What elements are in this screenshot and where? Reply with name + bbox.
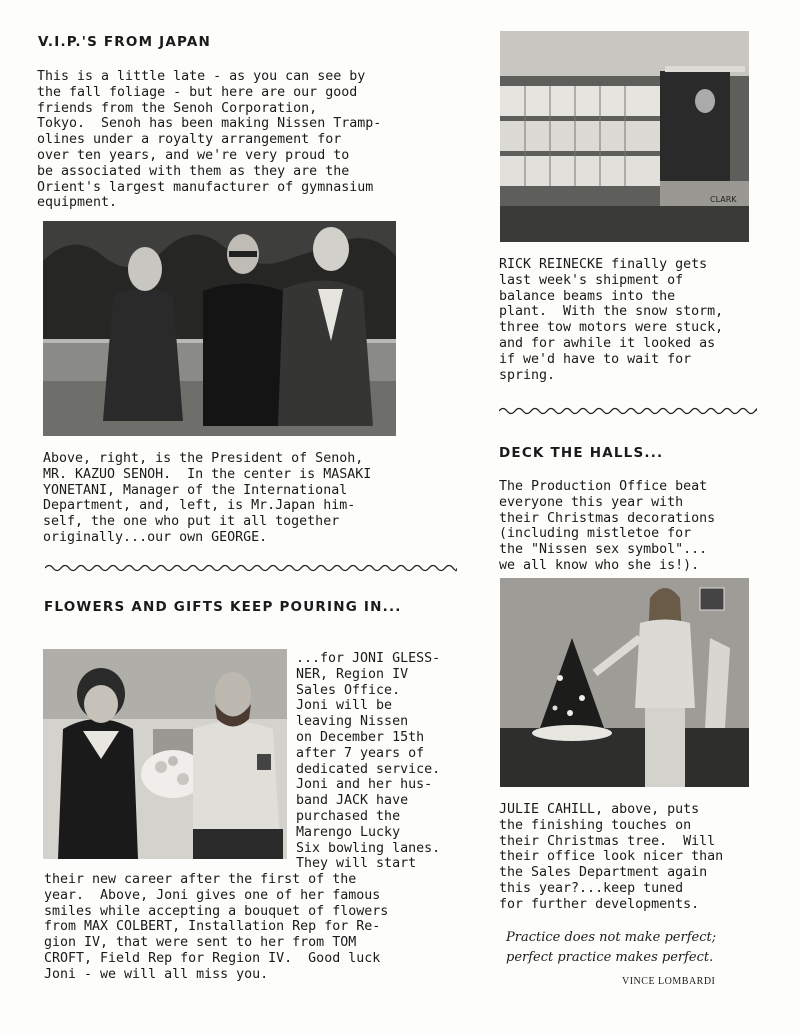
flowers-side-text bbox=[296, 651, 440, 872]
text-line: last week's shipment of bbox=[499, 272, 684, 288]
text-line: RICK REINECKE finally gets bbox=[499, 257, 708, 272]
text-line: their Christmas decorations bbox=[499, 510, 716, 526]
text-line: dedicated service. bbox=[296, 761, 441, 777]
text-line: band JACK have bbox=[296, 793, 409, 809]
text-line: for further developments. bbox=[499, 896, 700, 912]
vip-body bbox=[37, 69, 381, 211]
text-line: three tow motors were stuck, bbox=[499, 320, 724, 336]
text-line: leaving Nissen bbox=[296, 714, 409, 730]
text-line: be associated with them as they are the bbox=[37, 163, 350, 179]
text-line: the fall foliage - but here are our good bbox=[37, 84, 358, 100]
text-line: friends from the Senoh Corporation, bbox=[37, 100, 318, 116]
text-line: Six bowling lanes. bbox=[296, 840, 441, 856]
text-line: if we'd have to wait for bbox=[499, 351, 692, 367]
lombardi-quote bbox=[506, 928, 716, 968]
text-line: Orient's largest manufacturer of gymnasium bbox=[37, 179, 374, 195]
quote-line: Practice does not make perfect; bbox=[506, 930, 717, 945]
text-line: their office look nicer than bbox=[499, 849, 724, 865]
text-line: originally...our own GEORGE. bbox=[43, 529, 268, 545]
text-line: self, the one who put it all together bbox=[43, 514, 340, 530]
text-line: ...for JONI GLESS- bbox=[296, 651, 441, 666]
text-line: Sales Office. bbox=[296, 682, 401, 698]
text-line: the Sales Department again bbox=[499, 865, 708, 881]
text-line: Joni and her hus- bbox=[296, 777, 433, 793]
christmas-tree-photo bbox=[500, 578, 749, 787]
flowers-full-text bbox=[44, 872, 388, 983]
deck-heading: DECK THE HALLS... bbox=[499, 445, 664, 461]
text-line: this year?...keep tuned bbox=[499, 880, 684, 896]
text-line: balance beams into the bbox=[499, 288, 676, 304]
text-line: CROFT, Field Rep for Region IV. Good luck bbox=[44, 950, 381, 966]
text-line: Tokyo. Senoh has been making Nissen Tramp- bbox=[37, 116, 382, 132]
text-line: and for awhile it looked as bbox=[499, 335, 716, 351]
text-line: everyone this year with bbox=[499, 494, 684, 510]
deck-body bbox=[499, 479, 715, 574]
text-line: gion IV, that were sent to her from TOM bbox=[44, 935, 357, 951]
flowers-heading: FLOWERS AND GIFTS KEEP POURING IN... bbox=[44, 599, 402, 615]
text-line: their Christmas tree. Will bbox=[499, 833, 716, 849]
text-line: after 7 years of bbox=[296, 745, 425, 761]
text-line: spring. bbox=[499, 367, 556, 383]
vip-heading: V.I.P.'S FROM JAPAN bbox=[38, 34, 211, 50]
text-line: YONETANI, Manager of the International bbox=[43, 482, 348, 498]
text-line: Above, right, is the President of Senoh, bbox=[43, 451, 364, 466]
text-line: plant. With the snow storm, bbox=[499, 304, 724, 320]
forklift-label: CLARK bbox=[710, 195, 737, 204]
rick-caption bbox=[499, 257, 723, 383]
text-line: (including mistletoe for bbox=[499, 526, 692, 542]
section-divider bbox=[45, 563, 457, 573]
text-line: JULIE CAHILL, above, puts bbox=[499, 802, 700, 817]
flowers-photo bbox=[43, 649, 287, 859]
text-line: smiles while accepting a bouquet of flowers bbox=[44, 903, 389, 919]
text-line: They will start bbox=[296, 856, 417, 872]
text-line: This is a little late - as you can see by bbox=[37, 69, 366, 84]
text-line: Department, and, left, is Mr.Japan him- bbox=[43, 498, 356, 514]
text-line: The Production Office beat bbox=[499, 479, 708, 494]
text-line: we all know who she is!). bbox=[499, 557, 700, 573]
vip-caption bbox=[43, 451, 371, 546]
julie-caption bbox=[499, 802, 723, 913]
text-line: on December 15th bbox=[296, 729, 425, 745]
quote-author: VINCE LOMBARDI bbox=[622, 976, 716, 987]
text-line: Marengo Lucky bbox=[296, 824, 401, 840]
text-line: Joni - we will all miss you. bbox=[44, 966, 269, 982]
text-line: the "Nissen sex symbol"... bbox=[499, 542, 708, 558]
forklift-photo bbox=[500, 31, 749, 242]
vip-photo bbox=[43, 221, 396, 436]
text-line: the finishing touches on bbox=[499, 817, 692, 833]
text-line: Joni will be bbox=[296, 698, 393, 714]
text-line: purchased the bbox=[296, 808, 401, 824]
text-line: equipment. bbox=[37, 195, 118, 211]
text-line: from MAX COLBERT, Installation Rep for Re- bbox=[44, 919, 381, 935]
text-line: NER, Region IV bbox=[296, 666, 409, 682]
section-divider bbox=[499, 406, 757, 416]
text-line: year. Above, Joni gives one of her famous bbox=[44, 887, 381, 903]
text-line: over ten years, and we're very proud to bbox=[37, 147, 350, 163]
text-line: their new career after the first of the bbox=[44, 872, 357, 887]
text-line: olines under a royalty arrangement for bbox=[37, 132, 342, 148]
quote-line: perfect practice makes perfect. bbox=[506, 950, 714, 965]
text-line: MR. KAZUO SENOH. In the center is MASAKI bbox=[43, 466, 372, 482]
